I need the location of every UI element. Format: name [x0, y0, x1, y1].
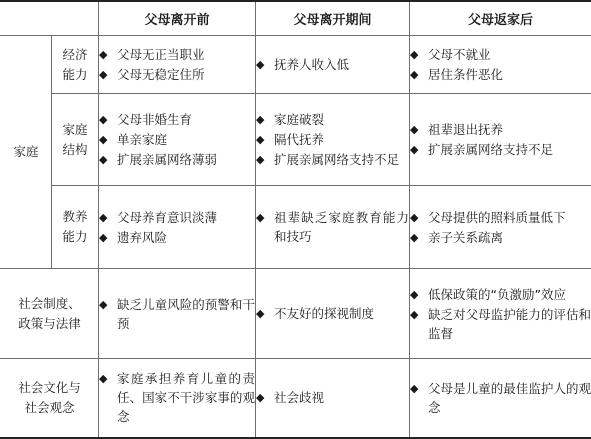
diamond-bullet-icon: ◆ [410, 120, 424, 139]
list-item [99, 130, 255, 149]
list-rearing-during [256, 208, 409, 246]
row-family-economy [1, 36, 591, 94]
item-text: 父母非婚生育 [117, 112, 192, 127]
item-text: 家庭破裂 [274, 112, 324, 127]
row-culture [1, 359, 591, 438]
subcategory-economy-line2: 能力 [52, 65, 98, 85]
category-policy [1, 269, 99, 359]
list-economy-during [256, 55, 409, 74]
cell-structure-after [410, 94, 591, 186]
list-policy-before [99, 295, 255, 333]
list-item [99, 150, 255, 169]
list-item [99, 228, 255, 247]
list-structure-after [410, 120, 591, 159]
item-text: 父母养育意识淡薄 [117, 210, 217, 225]
category-culture-line2: 社会观念 [1, 398, 98, 418]
cell-rearing-after [410, 186, 591, 269]
diamond-bullet-icon: ◆ [410, 285, 424, 304]
list-item [410, 208, 591, 227]
category-family-label: 家庭 [1, 142, 51, 162]
diamond-bullet-icon: ◆ [410, 45, 424, 64]
list-item [256, 55, 409, 74]
item-text: 父母提供的照料质量低下 [428, 210, 566, 225]
item-text: 隔代抚养 [274, 132, 324, 147]
cell-policy-before [99, 269, 256, 359]
item-text: 社会歧视 [274, 390, 324, 405]
cell-rearing-before [99, 186, 256, 269]
list-item [410, 120, 591, 139]
item-text: 家庭承担养育儿童的责任、国家不干涉家事的观念 [117, 371, 255, 424]
item-text: 祖辈退出抚养 [428, 122, 503, 137]
diamond-bullet-icon: ◆ [410, 228, 424, 247]
list-culture-during [256, 388, 409, 407]
list-item [410, 228, 591, 247]
diamond-bullet-icon: ◆ [99, 110, 113, 129]
list-item [99, 45, 255, 64]
header-after: 父母返家后 [410, 1, 591, 36]
list-structure-before [99, 110, 255, 169]
list-item [410, 305, 591, 343]
header-before: 父母离开前 [99, 1, 256, 36]
diamond-bullet-icon: ◆ [256, 110, 270, 129]
list-item [256, 304, 409, 323]
list-item [256, 150, 409, 169]
list-item [99, 295, 255, 333]
item-text: 祖辈缺乏家庭教育能力和技巧 [274, 210, 409, 244]
list-rearing-before [99, 208, 255, 247]
category-policy-line1: 社会制度、 [1, 294, 98, 314]
category-culture [1, 359, 99, 438]
diamond-bullet-icon: ◆ [99, 369, 113, 388]
category-culture-line1: 社会文化与 [1, 378, 98, 398]
list-item [99, 208, 255, 227]
diamond-bullet-icon: ◆ [99, 150, 113, 169]
list-item [410, 140, 591, 159]
list-item [99, 369, 255, 426]
diamond-bullet-icon: ◆ [410, 305, 424, 324]
diamond-bullet-icon: ◆ [410, 140, 424, 159]
list-culture-before [99, 369, 255, 426]
list-economy-before [99, 45, 255, 84]
diamond-bullet-icon: ◆ [99, 295, 113, 314]
subcategory-rearing-line2: 能力 [52, 227, 98, 247]
list-item [410, 285, 591, 304]
subcategory-structure-line2: 结构 [52, 140, 98, 160]
diamond-bullet-icon: ◆ [256, 208, 270, 227]
diamond-bullet-icon: ◆ [256, 55, 270, 74]
list-item [256, 130, 409, 149]
item-text: 扩展亲属网络支持不足 [428, 142, 553, 157]
list-rearing-after [410, 208, 591, 247]
item-text: 父母无稳定住所 [117, 67, 205, 82]
list-item [410, 379, 591, 417]
subcategory-economy-line1: 经济 [52, 45, 98, 65]
list-item [256, 208, 409, 246]
item-text: 扩展亲属网络薄弱 [117, 152, 217, 167]
header-corner-cell [1, 1, 99, 36]
list-policy-after [410, 285, 591, 343]
item-text: 居住条件恶化 [428, 67, 503, 82]
diamond-bullet-icon: ◆ [256, 130, 270, 149]
cell-culture-after [410, 359, 591, 438]
item-text: 遗弃风险 [117, 230, 167, 245]
diamond-bullet-icon: ◆ [99, 130, 113, 149]
diamond-bullet-icon: ◆ [99, 208, 113, 227]
list-item [410, 65, 591, 84]
cell-policy-during [256, 269, 410, 359]
cell-culture-during [256, 359, 410, 438]
diamond-bullet-icon: ◆ [99, 228, 113, 247]
list-item [410, 45, 591, 64]
cell-rearing-during [256, 186, 410, 269]
row-family-structure [1, 94, 591, 186]
header-row [1, 1, 591, 36]
diamond-bullet-icon: ◆ [99, 65, 113, 84]
item-text: 低保政策的“负激励”效应 [428, 287, 566, 302]
list-culture-after [410, 379, 591, 417]
list-item [99, 65, 255, 84]
cell-economy-during [256, 36, 410, 94]
subcategory-structure [52, 94, 99, 186]
item-text: 单亲家庭 [117, 132, 167, 147]
item-text: 不友好的探视制度 [274, 306, 374, 321]
diamond-bullet-icon: ◆ [256, 150, 270, 169]
list-economy-after [410, 45, 591, 84]
item-text: 缺乏儿童风险的预警和干预 [117, 297, 255, 331]
header-during: 父母离开期间 [256, 1, 410, 36]
subcategory-rearing [52, 186, 99, 269]
list-item [256, 110, 409, 129]
item-text: 父母是儿童的最佳监护人的观念 [428, 381, 591, 415]
subcategory-economy [52, 36, 99, 94]
item-text: 抚养人收入低 [274, 57, 349, 72]
cell-structure-before [99, 94, 256, 186]
cell-economy-before [99, 36, 256, 94]
diamond-bullet-icon: ◆ [410, 379, 424, 398]
item-text: 缺乏对父母监护能力的评估和监督 [428, 307, 591, 341]
item-text: 亲子关系疏离 [428, 230, 503, 245]
diamond-bullet-icon: ◆ [99, 45, 113, 64]
diamond-bullet-icon: ◆ [410, 65, 424, 84]
diamond-bullet-icon: ◆ [410, 208, 424, 227]
subcategory-structure-line1: 家庭 [52, 120, 98, 140]
category-family [1, 36, 52, 269]
diamond-bullet-icon: ◆ [256, 388, 270, 407]
cell-economy-after [410, 36, 591, 94]
row-policy [1, 269, 591, 359]
list-item [99, 110, 255, 129]
cell-culture-before [99, 359, 256, 438]
row-family-rearing [1, 186, 591, 269]
item-text: 扩展亲属网络支持不足 [274, 152, 399, 167]
subcategory-rearing-line1: 教养 [52, 207, 98, 227]
list-policy-during [256, 304, 409, 323]
list-item [256, 388, 409, 407]
diamond-bullet-icon: ◆ [256, 304, 270, 323]
item-text: 父母无正当职业 [117, 47, 205, 62]
cell-policy-after [410, 269, 591, 359]
item-text: 父母不就业 [428, 47, 491, 62]
category-policy-line2: 政策与法律 [1, 314, 98, 334]
list-structure-during [256, 110, 409, 169]
cell-structure-during [256, 94, 410, 186]
